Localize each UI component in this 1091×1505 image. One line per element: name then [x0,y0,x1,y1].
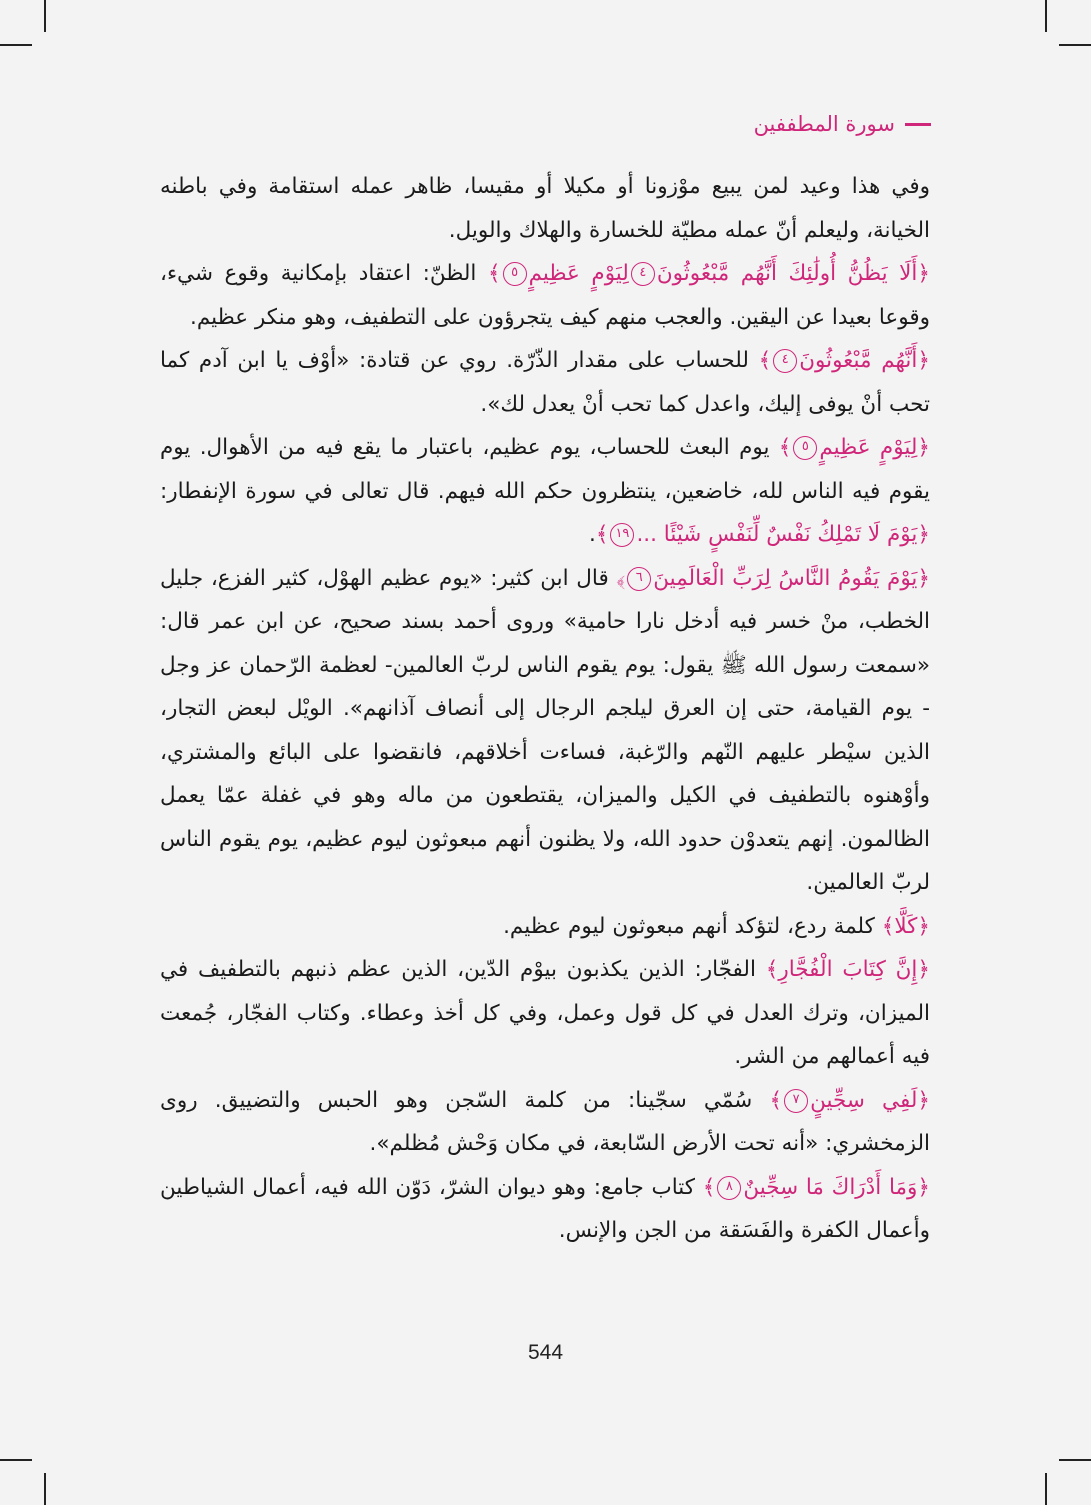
commentary-text: الظنّ: اعتقاد بإمكانية وقوع شيء، وقوعا بعيدا عن اليقين. والعجب منهم كيف يتجرؤون على التطفيف، وهو منكر عظيم. [160,261,930,330]
quran-quote: ﴾ [758,348,772,373]
quran-quote: ﴾ [616,565,626,591]
quran-quote: ﴿لَفِي سِجِّينٍ [810,1087,930,1113]
commentary-text: للحساب على مقدار الذّرّة. روي عن قتادة: «أوْف يا ابن آدم كما تحب أنْ يوفى إليك، واعدل كما تحب أنْ يعدل لك». [160,348,930,417]
commentary-text: كتاب جامع: وهو ديوان الشرّ، دَوّن الله فيه، أعمال الشياطين وأعمال الكفرة والفَسَقة من الجن والإنس. [160,1174,930,1243]
crop-mark-bottom-right-v [1045,1473,1047,1505]
running-header [754,112,931,136]
quran-quote: ﴾ [487,261,501,286]
commentary-text: سُمّي سجّينا: من كلمة السّجن وهو الحبس والتضييق. روى الزمخشري: «أنه تحت الأرض السّابعة، في مكان وَحْش مُظلم». [160,1087,930,1156]
verse-number: ١٩ [610,523,634,547]
quran-quote: لِيَوْمٍ عَظِيمٍ [528,261,629,286]
surah-title: سورة المطففين [753,112,895,136]
commentary-text: وفي هذا وعيد لمن يبيع موْزونا أو مكيلا أو مقيسا، ظاهر عمله استقامة وفي باطنه الخيانة، وليعلم أنّ عمله مطيّة للخسارة والهلاك والويل. [160,174,930,243]
quran-quote: ﴿أَنَّهُم مَّبْعُوثُونَ [799,348,930,373]
verse-number: ٧ [784,1089,808,1113]
crop-mark-bottom-right-h [1059,1459,1091,1461]
crop-mark-bottom-left-v [44,1473,46,1505]
paragraph [160,557,930,905]
verse-number: ٨ [717,1176,741,1200]
quran-quote: ﴿يَوْمَ لَا تَمْلِكُ نَفْسٌ لِّنَفْسٍ شَيْئًا ... [636,522,930,547]
crop-mark-top-left-v [44,0,46,32]
paragraph [160,165,930,252]
quran-quote: ﴿وَمَا أَدْرَاكَ مَا سِجِّينٌ [743,1174,930,1200]
verse-number: ٦ [627,567,651,591]
commentary-text: قال ابن كثير: «يوم عظيم الهوْل، كثير الفزع، جليل الخطب، منْ خسر فيه أدخل نارا حامية» وروى أحمد بسند صحيح، عن ابن عمر قال: «سمعت رسول الله ﷺ يقول: يوم يقوم الناس لربّ العالمين- لعظمة الرّحمان عز وجل - يوم القيامة، حتى إن العرق ليلجم الرجال إلى أنصاف آذانهم». الويْل لبعض التجار، الذين سيْطر عليهم النّهم والرّغبة، فساءت أخلاقهم، فانقضوا على البائع والمشتري، وأوْهنوه بالتطفيف في الكيل والميزان، يقتطعون من ماله وهو في غفلة عمّا يعمل الظالمون. إنهم يتعدوْن حدود الله، ولا يظنون أنهم مبعوثون ليوم عظيم، يوم يقوم الناس لربّ العالمين. [160,565,930,895]
crop-mark-top-left-h [0,44,32,46]
commentary-text: يوم البعث للحساب، يوم عظيم، باعتبار ما يقع فيه من الأهوال. يوم يقوم فيه الناس لله، خاضعين، ينتظرون حكم الله فيهم. قال تعالى في سورة الإنفطار: [160,435,930,504]
quran-quote: ﴿لِيَوْمٍ عَظِيمٍ [819,435,930,460]
quran-quote: ﴾ [769,1087,783,1113]
crop-mark-top-right-h [1059,44,1091,46]
verse-number: ٥ [503,262,527,286]
quran-quote: ﴾ [702,1174,716,1200]
commentary-text: كلمة ردع، لتؤكد أنهم مبعوثون ليوم عظيم. [503,913,882,939]
commentary-text: الفجّار: الذين يكذبون بيوْم الدّين، الذين عظم ذنبهم بالتطفيف في الميزان، وترك العدل في كل قول وعمل، وفي كل أخذ وعطاء. وكتاب الفجّار، جُمعت فيه أعمالهم من الشر. [160,957,930,1069]
paragraph [160,1079,930,1166]
quran-quote: ﴿كَلَّا﴾ [881,913,930,939]
paragraph [160,252,930,339]
paragraph [160,905,930,949]
quran-quote: ﴾ [595,522,609,547]
verse-number: ٤ [773,349,797,373]
tafsir-body [160,165,930,1253]
commentary-text: . [588,522,596,547]
quran-quote: ﴿أَلَا يَظُنُّ أُولَٰئِكَ أَنَّهُم مَّبْعُوثُونَ [656,261,930,286]
header-rule [905,123,931,126]
paragraph [160,1166,930,1253]
paragraph [160,948,930,1079]
quran-quote: ﴿يَوْمَ يَقُومُ النَّاسُ لِرَبِّ الْعَالَمِينَ [653,565,931,591]
crop-mark-top-right-v [1045,0,1047,32]
page-number: 544 [527,1341,564,1364]
paragraph [160,426,930,557]
quran-quote: ﴾ [778,435,792,460]
paragraph [160,339,930,426]
verse-number: ٤ [631,262,655,286]
crop-mark-bottom-left-h [0,1459,32,1461]
verse-number: ٥ [793,436,817,460]
quran-quote: ﴿إِنَّ كِتَابَ الْفُجَّارِ﴾ [765,957,930,982]
